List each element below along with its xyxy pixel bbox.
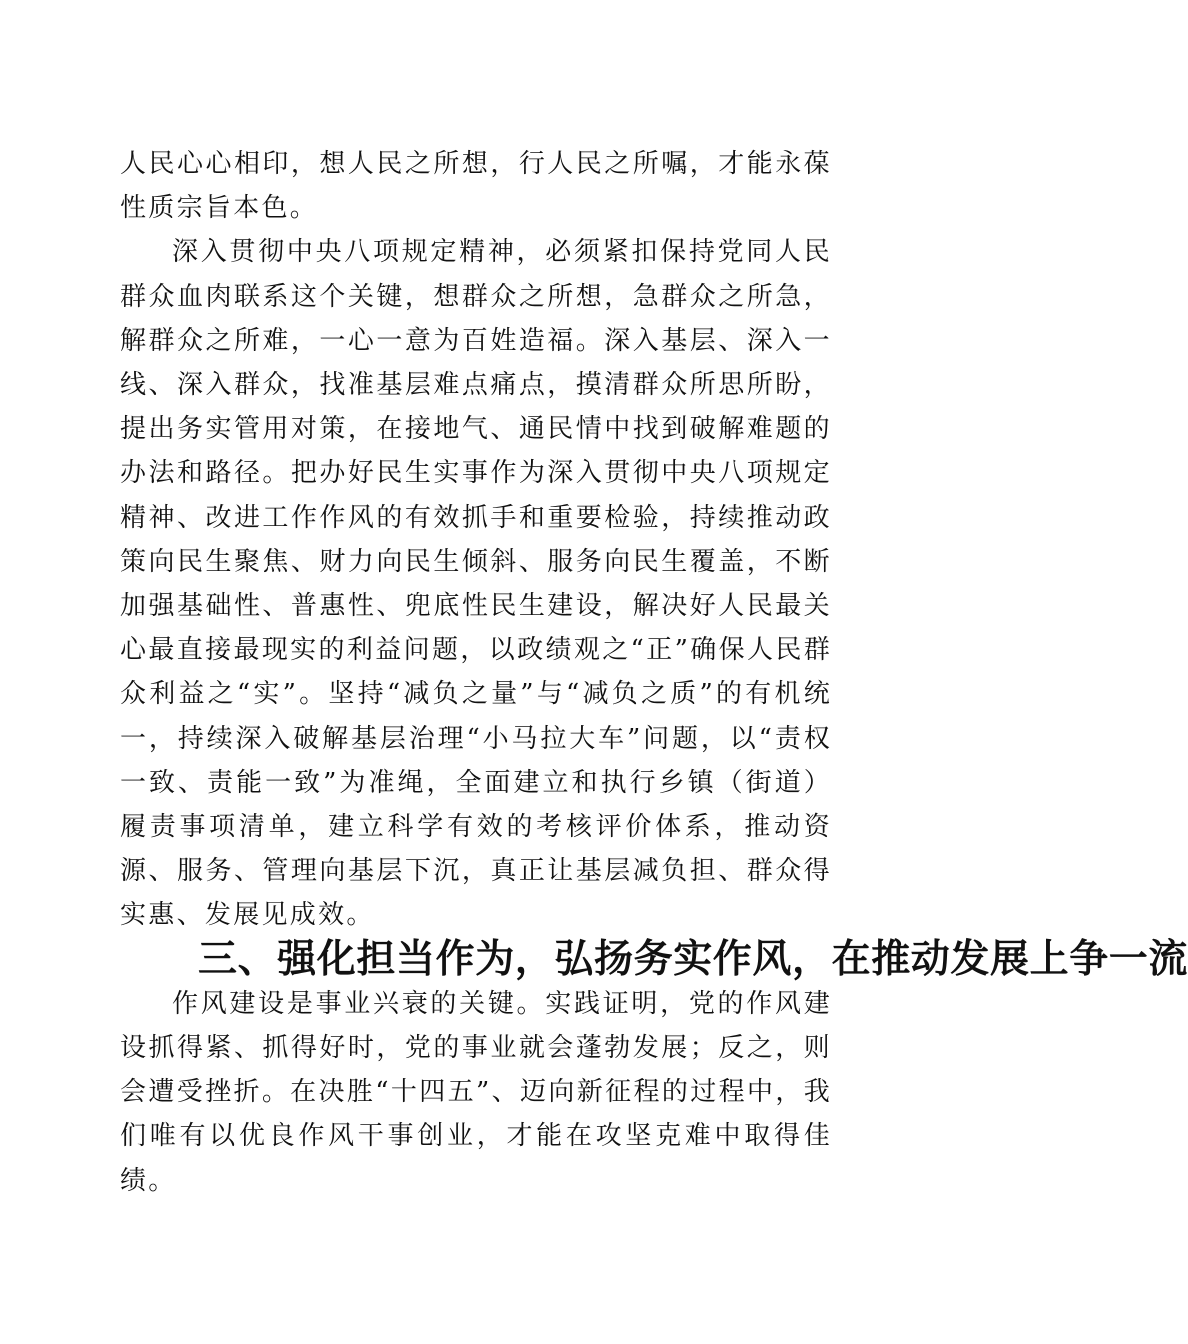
paragraph-work-style: 作风建设是事业兴衰的关键。实践证明，党的作风建设抓得紧、抓得好时，党的事业就会蓬勃发展；反之，则会遭受挫折。在决胜“十四五”、迈向新征程的过程中，我们唯有以优良作风干事创业，才能在攻坚克难中取得佳绩。: [120, 988, 832, 1196]
paragraph-central-regulations: 深入贯彻中央八项规定精神，必须紧扣保持党同人民群众血肉联系这个关键，想群众之所想，急群众之所急，解群众之所难，一心一意为百姓造福。深入基层、深入一线、深入群众，找准基层难点痛点，摸清群众所思所盼，提出务实管用对策，在接地气、通民情中找到破解难题的办法和路径。把办好民生实事作为深入贯彻中央八项规定精神、改进工作作风的有效抓手和重要检验，持续推动政策向民生聚焦、财力向民生倾斜、服务向民生覆盖，不断加强基础性、普惠性、兜底性民生建设，解决好人民最关心最直接最现实的利益问题，以政绩观之“正”确保人民群众利益之“实”。坚持“减负之量”与“减负之质”的有机统一，持续深入破解基层治理“小马拉大车”问题，以“责权一致、责能一致”为准绳，全面建立和执行乡镇（街道）履责事项清单，建立科学有效的考核评价体系，推动资源、服务、管理向基层下沉，真正让基层减负担、群众得实惠、发展见成效。: [120, 237, 832, 931]
section-heading-three: 三、强化担当作为，弘扬务实作风，在推动发展上争一流: [198, 936, 1188, 982]
document-page: [120, 142, 1188, 1203]
paragraph-continuation: 人民心心相印，想人民之所想，行人民之所嘱，才能永葆性质宗旨本色。: [120, 149, 832, 224]
